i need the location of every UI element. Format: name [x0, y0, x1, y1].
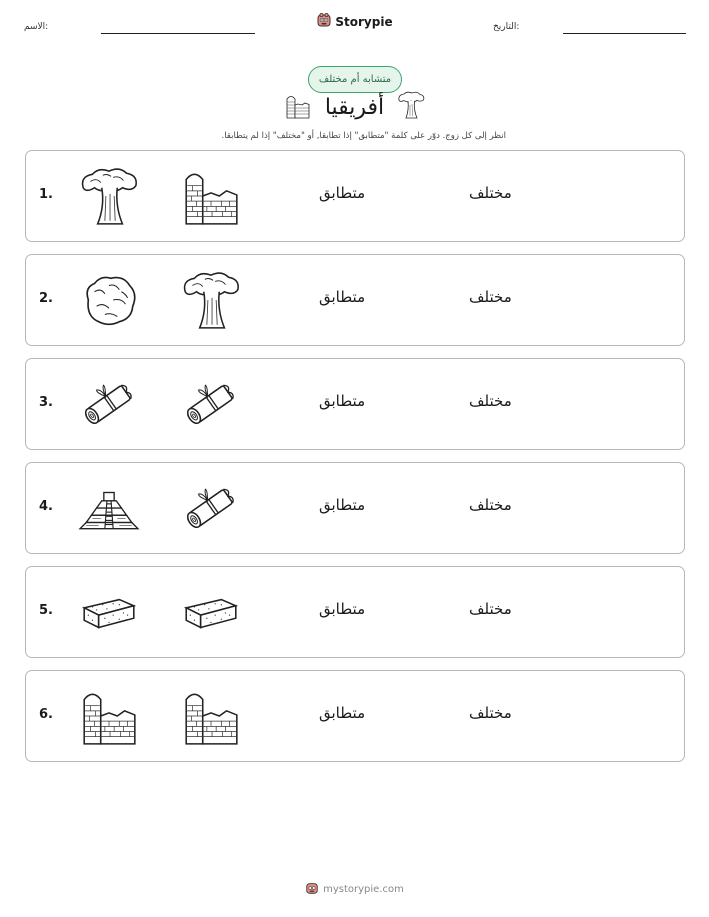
brand-name: Storypie [335, 15, 393, 29]
exercise-row [25, 462, 685, 554]
worksheet-type-badge: متشابه أم مختلف [308, 66, 402, 93]
footer-url: mystorypie.com [323, 884, 404, 895]
storypie-mascot-icon [305, 880, 319, 899]
same-word-option[interactable]: متطابق [319, 184, 366, 202]
exercise-row [25, 566, 685, 658]
rock-icon [78, 269, 140, 331]
exercise-row [25, 254, 685, 346]
same-word-option[interactable]: متطابق [319, 288, 366, 306]
exercise-row [25, 670, 685, 762]
brick-icon [78, 581, 140, 643]
title-row [0, 90, 709, 124]
different-word-option[interactable]: مختلف [469, 184, 512, 202]
date-line[interactable] [563, 33, 686, 34]
row-number: 3. [39, 395, 53, 410]
exercise-row [25, 358, 685, 450]
footer [0, 880, 709, 899]
instructions: انظر إلى كل زوج. دوّر على كلمة "متطابق" إذا تطابقا, أو "مختلف" إذا لم يتطابقا. [221, 131, 506, 141]
row-number: 4. [39, 499, 53, 514]
great-zimbabwe-ruins-icon [78, 685, 140, 747]
different-word-option[interactable]: مختلف [469, 392, 512, 410]
scroll-icon [180, 373, 242, 435]
page-title: أفريقيا [324, 94, 385, 120]
same-word-option[interactable]: متطابق [319, 600, 366, 618]
great-zimbabwe-ruins-icon [283, 90, 313, 124]
row-number: 6. [39, 707, 53, 722]
different-word-option[interactable]: مختلف [469, 496, 512, 514]
brand-logo [0, 12, 709, 32]
scroll-icon [78, 373, 140, 435]
row-number: 2. [39, 291, 53, 306]
storypie-mascot-icon [316, 12, 332, 32]
baobab-tree-icon [396, 90, 426, 124]
name-line[interactable] [101, 33, 255, 34]
baobab-tree-icon [78, 165, 140, 227]
step-pyramid-icon [78, 477, 140, 539]
name-label: الاسم: [24, 22, 49, 32]
date-label: التاريخ: [493, 22, 520, 32]
same-word-option[interactable]: متطابق [319, 496, 366, 514]
great-zimbabwe-ruins-icon [180, 165, 242, 227]
row-number: 1. [39, 187, 53, 202]
different-word-option[interactable]: مختلف [469, 600, 512, 618]
row-number: 5. [39, 603, 53, 618]
different-word-option[interactable]: مختلف [469, 704, 512, 722]
same-word-option[interactable]: متطابق [319, 704, 366, 722]
same-word-option[interactable]: متطابق [319, 392, 366, 410]
scroll-icon [180, 477, 242, 539]
different-word-option[interactable]: مختلف [469, 288, 512, 306]
great-zimbabwe-ruins-icon [180, 685, 242, 747]
brick-icon [180, 581, 242, 643]
baobab-tree-icon [180, 269, 242, 331]
exercise-row [25, 150, 685, 242]
